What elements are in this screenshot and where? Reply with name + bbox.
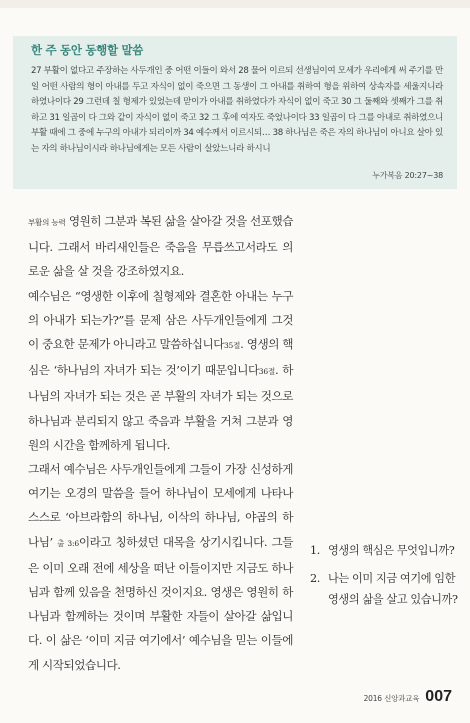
paragraph-2 [28, 284, 293, 457]
scripture-box-body: 27 부활이 없다고 주장하는 사두개인 중 어떤 이들이 와서 28 물어 이르되 선생님이여 모세가 우리에게 써 주기를 만일 어떤 사람의 형이 아내를 두고 자식이 없이 죽으면 그 동생이 그 아내를 취하여 형을 위하여 상속자를 세울지니라 하였나이다 29 그런데 칠 형제가 있었는데 맏이가 아내를 취하였다가 자식이 없이 죽고 30 그 둘째와 셋째가 그를 취하고 31 일곱이 다 그와 같이 자식이 없이 죽고 32 그 후에 여자도 죽었나이다 33 일곱이 다 그를 아내로 취하였으니 부활 때에 그 중에 누구의 아내가 되리이까 34 예수께서 이르시되… 38 하나님은 죽은 자의 하나님이 아니요 살아 있는 자의 하나님이시라 하나님에게는 모든 사람이 살았느니라 하시니 [31, 66, 443, 154]
scripture-box [13, 36, 457, 189]
reflection-questions [310, 540, 462, 617]
question-item [310, 568, 462, 610]
paragraph-1 [28, 209, 293, 284]
scripture-reference: 누가복음 20:27~38 [372, 171, 443, 180]
page-footer [364, 688, 452, 706]
question-number: 1. [310, 544, 320, 557]
paragraph-1-text: 영원히 그분과 복된 삶을 살아갈 것을 선포했습니다. 그래서 바리새인들은 죽음을 무릅쓰고서라도 의로운 삶을 살 것을 강조하였지요. [28, 214, 293, 279]
paragraph-3-text-b: 이라고 칭하셨던 대목을 상기시킵니다. 그들은 이미 오래 전에 세상을 떠난 이들이지만 지금도 하나님과 함께 있음을 천명하신 것이지요. 영생은 영원히 하나님과 함께하는 것이며 부활한 자들이 살아갈 삶입니다. 이 삶은 ‘이미 지금 여기에서’ 예수님을 믿는 이들에게 시작되었습니다. [28, 534, 293, 672]
question-text: 나는 이미 지금 여기에 임한 영생의 삶을 살고 있습니까? [328, 572, 458, 606]
verse-ref-36: 36절 [258, 367, 275, 377]
question-text: 영생의 핵심은 무엇입니까? [328, 544, 455, 557]
paragraph-2-text-b: . 영생의 핵심은 ‘하나님의 자녀가 되는 것’이기 때문입니다 [28, 337, 293, 378]
paragraph-2-text-c: . 하나님의 자녀가 되는 것은 곧 부활의 자녀가 되는 것으로 하나님과 분리되지 않고 죽음과 부활을 거쳐 그분과 영원의 시간을 함께하게 됩니다. [28, 363, 293, 452]
verse-ref-exodus: 출 3:6 [57, 538, 79, 548]
scripture-box-title: 한 주 동안 동행할 말씀 [31, 43, 144, 57]
paragraph-3-text-a: 그래서 예수님은 사두개인들에게 그들이 가장 신성하게 여기는 오경의 말씀을 들어 하나님이 모세에게 나타나 스스로 ‘아브라함의 하나님, 이삭의 하나님, 야곱의 하나님’ [28, 462, 293, 549]
top-rule [0, 0, 470, 8]
paragraph-2-text-a: 예수님은 “영생한 이후에 칠형제와 결혼한 아내는 누구의 아내가 되는가?”를 문제 삼은 사두개인들에게 그것이 중요한 문제가 아니라고 말씀하십니다 [28, 288, 293, 352]
verse-ref-35: 35절 [223, 341, 241, 351]
main-text [28, 209, 293, 677]
paragraph-1-label: 부활의 능력 [28, 218, 66, 227]
page-number: 007 [425, 688, 452, 705]
question-item [310, 540, 462, 561]
paragraph-3 [28, 457, 293, 677]
question-number: 2. [310, 572, 320, 585]
publication-name: 2016 신앙과교육 [363, 694, 420, 703]
